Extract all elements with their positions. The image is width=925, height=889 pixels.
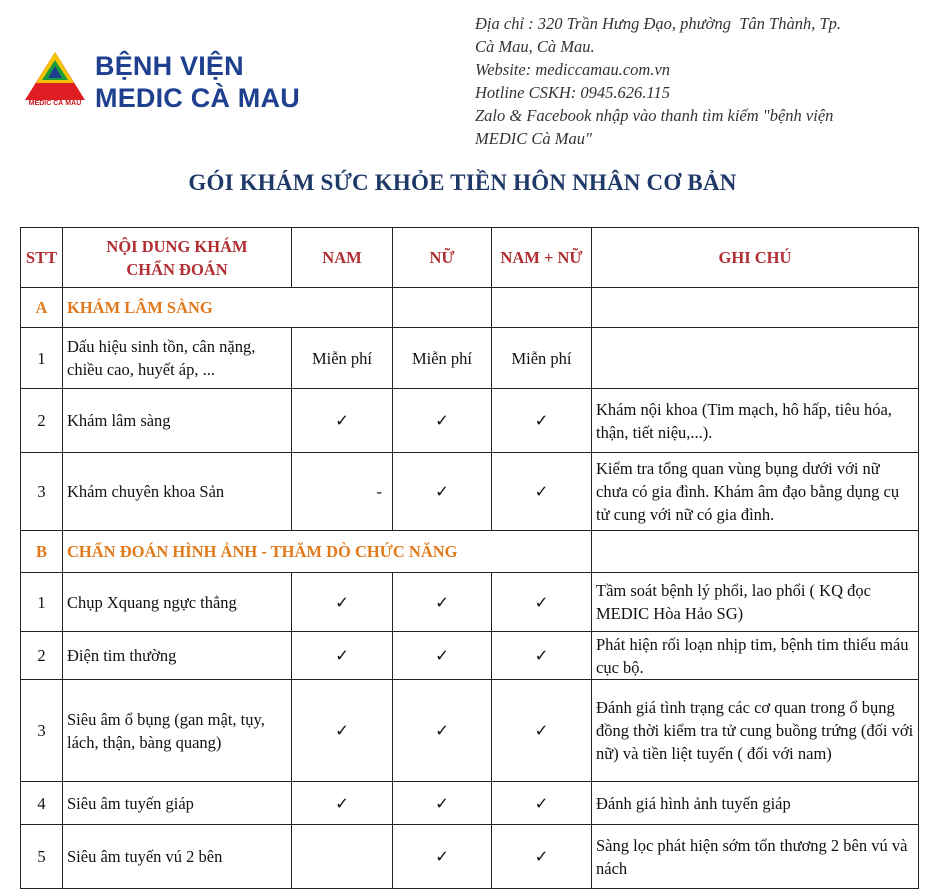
table-row — [21, 453, 919, 531]
section-row — [21, 288, 919, 328]
row-note: Tầm soát bệnh lý phổi, lao phổi ( KQ đọc MEDIC Hòa Hảo SG) — [592, 573, 919, 632]
col-header-stt: STT — [21, 228, 63, 288]
contact-line: MEDIC Cà Mau" — [475, 129, 592, 148]
row-content: Điện tim thường — [63, 632, 292, 680]
row-male: Miễn phí — [292, 328, 393, 389]
row-note: Kiểm tra tổng quan vùng bụng dưới với nữ chưa có gia đình. Khám âm đạo bằng dụng cụ tử cung với nữ có gia đình. — [592, 453, 919, 531]
table-row — [21, 632, 919, 680]
table-row — [21, 680, 919, 782]
check-icon: ✓ — [292, 389, 393, 453]
col-header-both: NAM + NỮ — [492, 228, 592, 288]
row-content: Siêu âm tuyến vú 2 bên — [63, 825, 292, 889]
check-icon: ✓ — [393, 453, 492, 531]
contact-line: Cà Mau, Cà Mau. — [475, 37, 595, 56]
row-note — [592, 328, 919, 389]
row-stt: 4 — [21, 782, 63, 825]
check-icon: ✓ — [393, 825, 492, 889]
check-icon: ✓ — [492, 632, 592, 680]
row-stt: 2 — [21, 389, 63, 453]
row-content: Khám chuyên khoa Sản — [63, 453, 292, 531]
row-content: Siêu âm ổ bụng (gan mật, tụy, lách, thận, bàng quang) — [63, 680, 292, 782]
table-row — [21, 328, 919, 389]
col-header-male: NAM — [292, 228, 393, 288]
table-row — [21, 389, 919, 453]
row-both: Miễn phí — [492, 328, 592, 389]
check-icon: ✓ — [393, 632, 492, 680]
row-note: Khám nội khoa (Tim mạch, hô hấp, tiêu hóa, thận, tiết niệu,...). — [592, 389, 919, 453]
contact-line: Hotline CSKH: 0945.626.115 — [475, 83, 670, 102]
row-note: Đánh giá tình trạng các cơ quan trong ổ bụng đồng thời kiểm tra tử cung buồng trứng (đối với nữ) và tiền liệt tuyến ( đối với nam) — [592, 680, 919, 782]
check-icon: ✓ — [492, 680, 592, 782]
brand-line-1: BỆNH VIỆN — [95, 51, 244, 81]
check-icon: ✓ — [393, 680, 492, 782]
section-name: KHÁM LÂM SÀNG — [63, 288, 393, 328]
row-content: Chụp Xquang ngực thẳng — [63, 573, 292, 632]
brand-line-2: MEDIC CÀ MAU — [95, 83, 300, 113]
check-icon: ✓ — [292, 632, 393, 680]
row-content: Dấu hiệu sinh tồn, cân nặng, chiều cao, huyết áp, ... — [63, 328, 292, 389]
table-row — [21, 782, 919, 825]
section-code: B — [21, 531, 63, 573]
hospital-brand-name — [95, 50, 300, 114]
col-header-content-line1: NỘI DUNG KHÁM — [106, 236, 248, 256]
check-icon: ✓ — [492, 389, 592, 453]
check-icon: ✓ — [292, 680, 393, 782]
row-stt: 1 — [21, 328, 63, 389]
row-male — [292, 825, 393, 889]
document-title: GÓI KHÁM SỨC KHỎE TIỀN HÔN NHÂN CƠ BẢN — [188, 170, 737, 195]
table-header-row — [21, 228, 919, 288]
contact-line: Website: mediccamau.com.vn — [475, 60, 671, 79]
col-header-note: GHI CHÚ — [592, 228, 919, 288]
section-name: CHẨN ĐOÁN HÌNH ẢNH - THĂM DÒ CHỨC NĂNG — [63, 531, 592, 573]
check-icon: ✓ — [492, 573, 592, 632]
row-female: Miễn phí — [393, 328, 492, 389]
table-row — [21, 573, 919, 632]
row-stt: 3 — [21, 680, 63, 782]
check-icon: ✓ — [292, 782, 393, 825]
section-code: A — [21, 288, 63, 328]
row-note: Sàng lọc phát hiện sớm tổn thương 2 bên vú và nách — [592, 825, 919, 889]
check-icon: ✓ — [393, 782, 492, 825]
contact-info — [475, 12, 915, 150]
col-header-female: NỮ — [393, 228, 492, 288]
contact-line: Zalo & Facebook nhập vào thanh tìm kiếm "bệnh viện — [475, 106, 834, 125]
check-icon: ✓ — [492, 453, 592, 531]
row-male: - — [292, 453, 393, 531]
section-row — [21, 531, 919, 573]
row-note: Đánh giá hình ảnh tuyến giáp — [592, 782, 919, 825]
row-note: Phát hiện rối loạn nhịp tim, bệnh tim thiếu máu cục bộ. — [592, 632, 919, 680]
table-row — [21, 825, 919, 889]
row-stt: 5 — [21, 825, 63, 889]
check-icon: ✓ — [492, 782, 592, 825]
check-icon: ✓ — [393, 573, 492, 632]
check-icon: ✓ — [393, 389, 492, 453]
col-header-content — [63, 228, 292, 288]
logo-caption: MEDIC CÀ MAU — [28, 100, 82, 107]
row-stt: 3 — [21, 453, 63, 531]
contact-line: Địa chỉ : 320 Trần Hưng Đạo, phường Tân Thành, Tp. — [475, 14, 842, 33]
row-content: Khám lâm sàng — [63, 389, 292, 453]
row-stt: 2 — [21, 632, 63, 680]
exam-package-table — [20, 227, 919, 889]
col-header-content-line2: CHẨN ĐOÁN — [126, 259, 228, 279]
check-icon: ✓ — [292, 573, 393, 632]
check-icon: ✓ — [492, 825, 592, 889]
row-content: Siêu âm tuyến giáp — [63, 782, 292, 825]
row-stt: 1 — [21, 573, 63, 632]
